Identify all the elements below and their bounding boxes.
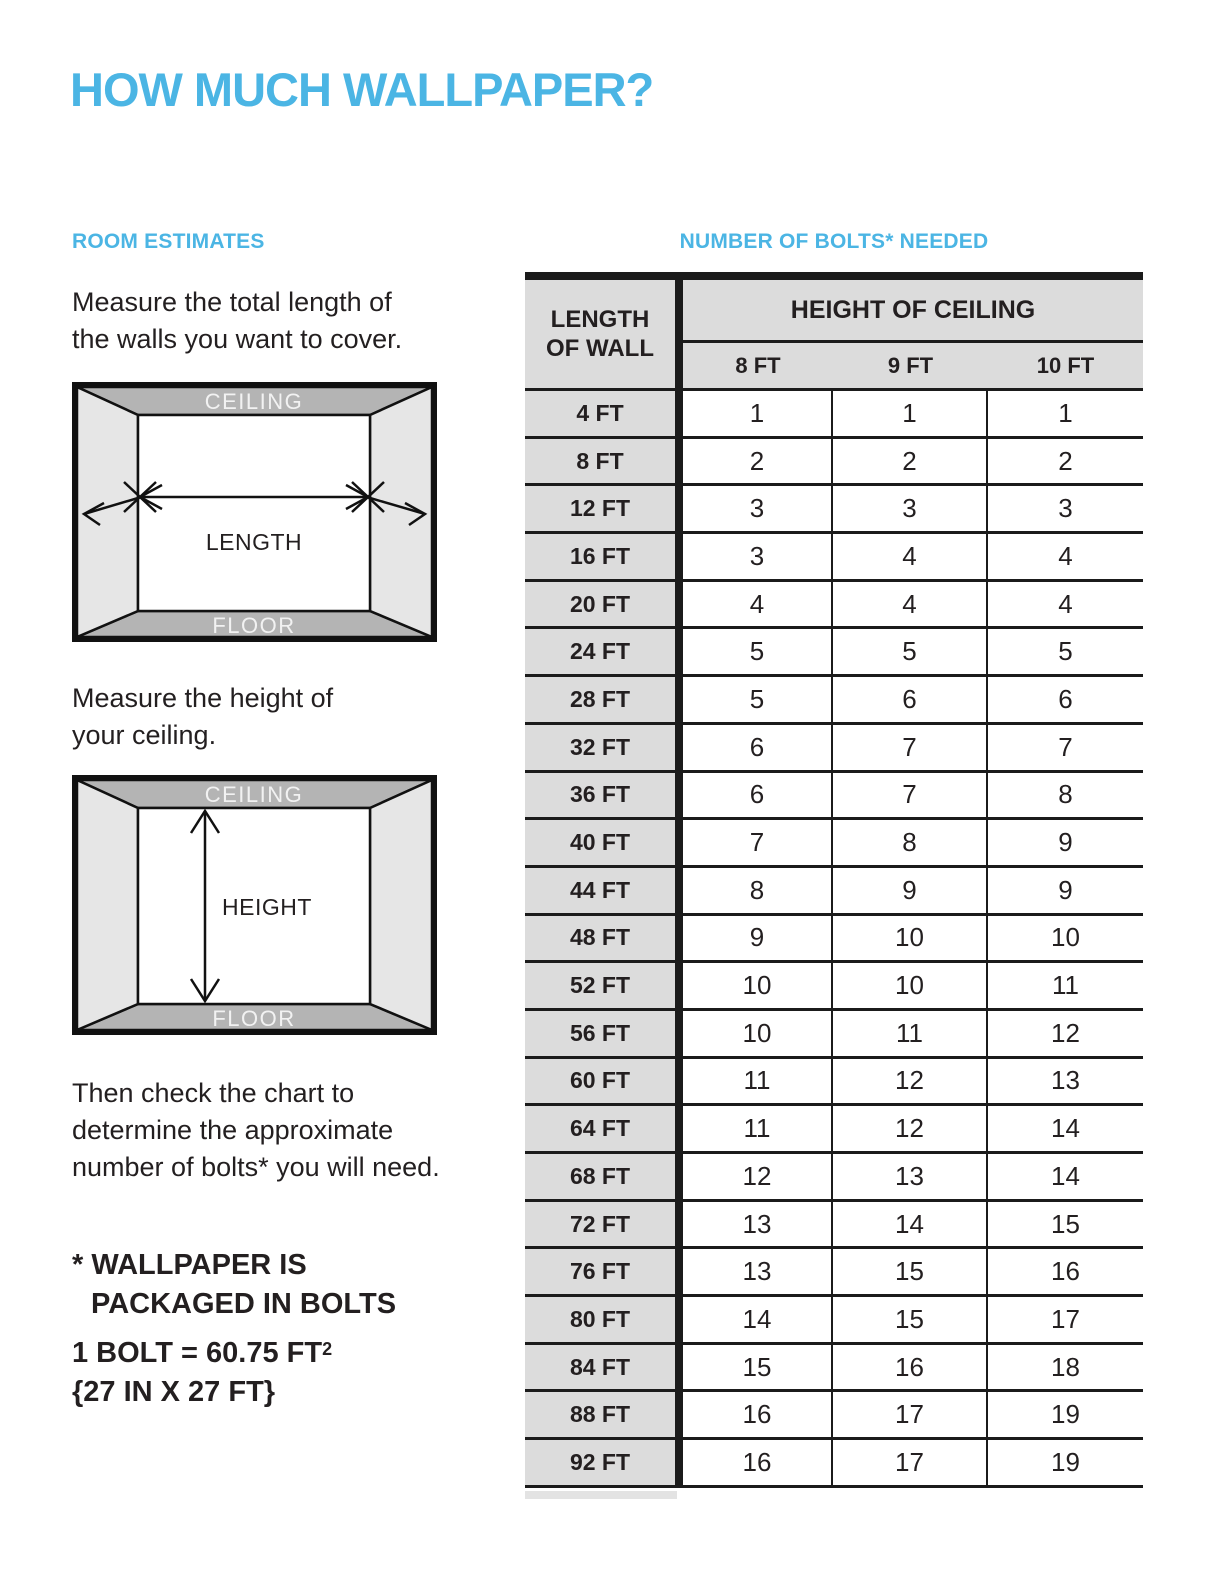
table-row xyxy=(525,916,1143,964)
table-row xyxy=(525,629,1143,677)
bolt-count-cell: 8 xyxy=(988,773,1143,821)
row-label: 16 FT xyxy=(525,534,683,582)
table-row xyxy=(525,1106,1143,1154)
row-label: 12 FT xyxy=(525,486,683,534)
bolt-count-cell: 10 xyxy=(833,916,988,964)
row-label: 64 FT xyxy=(525,1106,683,1154)
bolt-count-cell: 15 xyxy=(988,1202,1143,1250)
bolt-count-cell: 4 xyxy=(988,582,1143,630)
bolt-equation-line xyxy=(72,1330,332,1373)
col-header-8ft: 8 FT xyxy=(683,343,833,391)
bolt-count-cell: 9 xyxy=(683,916,833,964)
table-row xyxy=(525,677,1143,725)
room-estimates-heading: ROOM ESTIMATES xyxy=(72,230,265,253)
row-label: 28 FT xyxy=(525,677,683,725)
bolt-count-cell: 16 xyxy=(988,1249,1143,1297)
bolt-count-cell: 6 xyxy=(683,773,833,821)
bolt-count-cell: 18 xyxy=(988,1345,1143,1393)
height-of-ceiling-header: HEIGHT OF CEILING xyxy=(683,280,1143,343)
page-title: HOW MUCH WALLPAPER? xyxy=(70,63,654,116)
bolt-count-cell: 4 xyxy=(988,534,1143,582)
bolt-count-cell: 19 xyxy=(988,1392,1143,1440)
height-label: HEIGHT xyxy=(222,894,312,920)
bolt-count-cell: 4 xyxy=(833,534,988,582)
bolt-count-cell: 13 xyxy=(683,1249,833,1297)
right-wall-panel xyxy=(370,780,432,1030)
bolt-count-cell: 16 xyxy=(833,1345,988,1393)
table-row xyxy=(525,1202,1143,1250)
table-row xyxy=(525,1345,1143,1393)
bolt-count-cell: 6 xyxy=(833,677,988,725)
row-label: 92 FT xyxy=(525,1440,683,1488)
bolt-count-cell: 3 xyxy=(683,534,833,582)
table-row xyxy=(525,963,1143,1011)
row-label: 44 FT xyxy=(525,868,683,916)
bolts-needed-heading: NUMBER OF BOLTS* NEEDED xyxy=(679,230,989,253)
room-length-diagram xyxy=(72,382,437,642)
table-row xyxy=(525,391,1143,439)
row-label: 40 FT xyxy=(525,820,683,868)
bolt-count-cell: 16 xyxy=(683,1440,833,1488)
room-length-diagram-svg xyxy=(72,382,437,642)
footnote-line: PACKAGED IN BOLTS xyxy=(91,1288,397,1320)
bolt-count-cell: 6 xyxy=(683,725,833,773)
bolt-count-cell: 12 xyxy=(833,1059,988,1107)
bolt-count-cell: 7 xyxy=(988,725,1143,773)
bolt-count-cell: 2 xyxy=(833,439,988,487)
row-label: 72 FT xyxy=(525,1202,683,1250)
floor-label: FLOOR xyxy=(212,613,296,638)
bolt-count-cell: 11 xyxy=(683,1059,833,1107)
bolt-count-cell: 14 xyxy=(988,1106,1143,1154)
bolt-equation-text: 1 BOLT = 60.75 FT xyxy=(72,1337,323,1369)
bolt-count-cell: 7 xyxy=(833,773,988,821)
bolt-count-cell: 10 xyxy=(988,916,1143,964)
table-row xyxy=(525,1059,1143,1107)
bolt-count-cell: 17 xyxy=(833,1392,988,1440)
measure-height-instruction xyxy=(72,680,333,754)
row-label: 8 FT xyxy=(525,439,683,487)
bolt-count-cell: 2 xyxy=(988,439,1143,487)
ceiling-label: CEILING xyxy=(204,389,304,414)
bolt-equation-superscript: 2 xyxy=(322,1339,333,1359)
bolts-needed-table xyxy=(525,272,1143,1488)
bolt-dimensions-line: {27 IN X 27 FT} xyxy=(72,1376,276,1408)
bolt-equation xyxy=(72,1330,332,1412)
check-chart-instruction xyxy=(72,1075,440,1186)
bolt-count-cell: 14 xyxy=(683,1297,833,1345)
bolt-count-cell: 8 xyxy=(833,820,988,868)
length-of-wall-header xyxy=(525,280,683,391)
table-row xyxy=(525,1297,1143,1345)
row-label: 24 FT xyxy=(525,629,683,677)
bolt-count-cell: 9 xyxy=(833,868,988,916)
bolt-count-cell: 12 xyxy=(833,1106,988,1154)
bolt-count-cell: 13 xyxy=(833,1154,988,1202)
table-bottom-gray-artifact xyxy=(525,1491,677,1499)
instruction-line: number of bolts* you will need. xyxy=(72,1152,440,1182)
bolt-count-cell: 4 xyxy=(683,582,833,630)
bolt-count-cell: 4 xyxy=(833,582,988,630)
bolt-count-cell: 3 xyxy=(683,486,833,534)
bolt-count-cell: 14 xyxy=(833,1202,988,1250)
floor-label: FLOOR xyxy=(212,1006,296,1031)
bolt-count-cell: 7 xyxy=(833,725,988,773)
bolt-count-cell: 1 xyxy=(833,391,988,439)
instruction-line: your ceiling. xyxy=(72,720,217,750)
bolt-count-cell: 10 xyxy=(833,963,988,1011)
row-label: 84 FT xyxy=(525,1345,683,1393)
header-line: OF WALL xyxy=(546,335,654,362)
bolt-count-cell: 17 xyxy=(988,1297,1143,1345)
ceiling-label: CEILING xyxy=(204,782,304,807)
table-row xyxy=(525,439,1143,487)
bolt-count-cell: 1 xyxy=(988,391,1143,439)
instruction-line: Then check the chart to xyxy=(72,1078,355,1108)
bolt-count-cell: 2 xyxy=(683,439,833,487)
instruction-line: Measure the total length of xyxy=(72,287,392,317)
row-label: 68 FT xyxy=(525,1154,683,1202)
bolt-count-cell: 15 xyxy=(833,1249,988,1297)
row-label: 48 FT xyxy=(525,916,683,964)
table-row xyxy=(525,534,1143,582)
ceiling-height-diagram-svg xyxy=(72,775,437,1035)
row-label: 36 FT xyxy=(525,773,683,821)
row-label: 20 FT xyxy=(525,582,683,630)
bolt-count-cell: 15 xyxy=(683,1345,833,1393)
bolt-count-cell: 5 xyxy=(988,629,1143,677)
header-line: LENGTH xyxy=(550,306,650,333)
bolt-count-cell: 10 xyxy=(683,1011,833,1059)
left-wall-panel xyxy=(77,780,138,1030)
row-label: 88 FT xyxy=(525,1392,683,1440)
instruction-line: determine the approximate xyxy=(72,1115,394,1145)
row-label: 52 FT xyxy=(525,963,683,1011)
bolt-count-cell: 11 xyxy=(833,1011,988,1059)
bolt-count-cell: 11 xyxy=(683,1106,833,1154)
footnote-line: * WALLPAPER IS xyxy=(72,1249,307,1281)
bolt-count-cell: 5 xyxy=(833,629,988,677)
bolt-count-cell: 3 xyxy=(988,486,1143,534)
bolt-count-cell: 11 xyxy=(988,963,1143,1011)
bolt-count-cell: 16 xyxy=(683,1392,833,1440)
row-label: 56 FT xyxy=(525,1011,683,1059)
bolt-count-cell: 9 xyxy=(988,820,1143,868)
table-row xyxy=(525,486,1143,534)
ceiling-height-diagram xyxy=(72,775,437,1035)
table-row xyxy=(525,582,1143,630)
bolt-count-cell: 17 xyxy=(833,1440,988,1488)
bolt-count-cell: 15 xyxy=(833,1297,988,1345)
table-row xyxy=(525,1154,1143,1202)
back-wall-panel xyxy=(138,415,370,611)
bolt-count-cell: 19 xyxy=(988,1440,1143,1488)
table-row xyxy=(525,820,1143,868)
row-label: 4 FT xyxy=(525,391,683,439)
bolt-count-cell: 13 xyxy=(683,1202,833,1250)
table-row xyxy=(525,868,1143,916)
table-row xyxy=(525,1011,1143,1059)
bolt-count-cell: 10 xyxy=(683,963,833,1011)
wallpaper-bolts-footnote xyxy=(72,1246,396,1324)
length-label: LENGTH xyxy=(205,529,303,555)
row-label: 80 FT xyxy=(525,1297,683,1345)
bolt-count-cell: 14 xyxy=(988,1154,1143,1202)
table-header xyxy=(525,280,1143,391)
bolt-count-cell: 13 xyxy=(988,1059,1143,1107)
bolt-count-cell: 12 xyxy=(683,1154,833,1202)
bolt-count-cell: 5 xyxy=(683,629,833,677)
row-label: 76 FT xyxy=(525,1249,683,1297)
bolt-count-cell: 9 xyxy=(988,868,1143,916)
bolts-table-body xyxy=(525,391,1143,1488)
table-row xyxy=(525,773,1143,821)
bolt-count-cell: 7 xyxy=(683,820,833,868)
bolt-count-cell: 1 xyxy=(683,391,833,439)
instruction-line: the walls you want to cover. xyxy=(72,324,403,354)
table-row xyxy=(525,1392,1143,1440)
row-label: 60 FT xyxy=(525,1059,683,1107)
bolt-count-cell: 12 xyxy=(988,1011,1143,1059)
table-row xyxy=(525,725,1143,773)
bolt-count-cell: 3 xyxy=(833,486,988,534)
table-row xyxy=(525,1440,1143,1488)
col-header-10ft: 10 FT xyxy=(988,343,1143,391)
bolt-count-cell: 8 xyxy=(683,868,833,916)
bolt-count-cell: 6 xyxy=(988,677,1143,725)
table-row xyxy=(525,1249,1143,1297)
measure-length-instruction xyxy=(72,284,402,358)
instruction-line: Measure the height of xyxy=(72,683,334,713)
col-header-9ft: 9 FT xyxy=(833,343,988,391)
bolt-count-cell: 5 xyxy=(683,677,833,725)
row-label: 32 FT xyxy=(525,725,683,773)
